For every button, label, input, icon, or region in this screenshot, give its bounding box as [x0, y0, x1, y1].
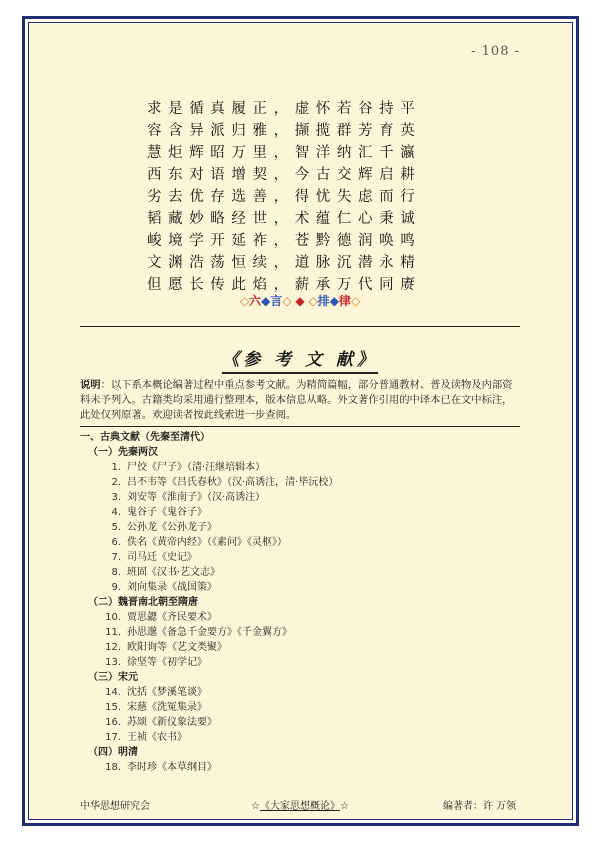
item-number: 12.	[105, 642, 121, 653]
item-text: 鬼谷子《鬼谷子》	[127, 507, 207, 518]
reference-item	[80, 475, 520, 490]
diamond-solid-icon: ◆	[261, 294, 271, 308]
divider	[80, 326, 520, 327]
item-number: 4.	[111, 507, 121, 518]
item-text: 班固《汉书·艺文志》	[127, 567, 221, 578]
reference-item	[80, 730, 520, 745]
footer-author: 编著者：许 万领	[443, 801, 517, 812]
item-text: 欧阳询等《艺文类聚》	[127, 642, 227, 653]
poem-line: 峻境学开延祚，苍黔德润唤鸣	[147, 233, 422, 249]
item-text: 刘向集录《战国策》	[127, 582, 217, 593]
poem-line: 劣去优存选善，得忧失虑而行	[147, 189, 422, 205]
poem-line: 慧炬辉昭万里，智洋纳汇千瀛	[147, 145, 422, 161]
poem-line: 西东对语增契，今古交辉启耕	[147, 167, 422, 183]
item-number: 6.	[111, 537, 121, 548]
reference-item	[80, 520, 520, 535]
reference-item	[80, 655, 520, 670]
star-icon: ☆	[251, 801, 260, 812]
caption-char: 六	[249, 294, 262, 308]
reference-item	[80, 625, 520, 640]
references-title: 《参 考 文 献》	[222, 350, 378, 374]
item-text: 孙思邈《备急千金要方》《千金翼方》	[127, 627, 292, 638]
item-text: 公孙龙《公孙龙子》	[127, 522, 217, 533]
item-text: 宋慈《洗冤集录》	[127, 702, 207, 713]
item-number: 16.	[105, 717, 121, 728]
reference-item	[80, 565, 520, 580]
star-icon: ☆	[340, 801, 349, 812]
item-number: 17.	[105, 732, 121, 743]
item-text: 沈括《梦溪笔谈》	[127, 687, 207, 698]
group-heading: （三）宋元	[88, 672, 138, 683]
reference-item	[80, 535, 520, 550]
item-number: 8.	[111, 567, 121, 578]
reference-item	[80, 460, 520, 475]
item-number: 18.	[105, 762, 121, 773]
reference-item	[80, 700, 520, 715]
item-text: 贾思勰《齐民要术》	[127, 612, 217, 623]
book-title-link: 《大家思想概论》	[260, 801, 340, 812]
item-number: 1.	[111, 462, 121, 473]
poem-line: 文渊浩荡恒续，道脉沉潜永精	[147, 255, 422, 271]
item-number: 9.	[111, 582, 121, 593]
references-heading	[0, 345, 600, 370]
poem-block	[147, 97, 467, 295]
group-heading: （一）先秦两汉	[88, 447, 158, 458]
reference-item	[80, 640, 520, 655]
poem-line: 容含异派归雅，撷揽群芳育英	[147, 123, 422, 139]
diamond-solid-icon: ◆	[329, 294, 339, 308]
item-text: 徐坚等《初学记》	[127, 657, 207, 668]
item-text: 吕不韦等《吕氏春秋》（汉·高诱注，清·毕沅校）	[127, 477, 339, 488]
caption-char: 律	[338, 294, 351, 308]
reference-item	[80, 610, 520, 625]
poem-line: 求是循真履正，虚怀若谷持平	[147, 101, 422, 117]
item-number: 3.	[111, 492, 121, 503]
note-label: 说明	[80, 379, 101, 391]
poem-form-caption	[0, 292, 600, 309]
item-number: 5.	[111, 522, 121, 533]
caption-char: 排	[317, 294, 330, 308]
item-text: 李时珍《本草纲目》	[127, 762, 217, 773]
reference-item	[80, 685, 520, 700]
group-heading: （四）明清	[88, 747, 138, 758]
item-number: 10.	[105, 612, 121, 623]
item-text: 苏颂《新仪象法要》	[127, 717, 217, 728]
section-heading: 一、古典文献（先秦至清代）	[80, 432, 210, 443]
reference-item	[80, 505, 520, 520]
reference-item	[80, 580, 520, 595]
footer-organization: 中华思想研究会	[80, 801, 150, 812]
reference-item	[80, 760, 520, 775]
diamond-outline-icon: ◇	[239, 294, 250, 308]
reference-list	[80, 430, 520, 775]
item-number: 7.	[111, 552, 121, 563]
item-number: 13.	[105, 657, 121, 668]
item-number: 15.	[105, 702, 121, 713]
diamond-solid-icon: ◆	[295, 294, 305, 308]
references-note	[80, 378, 520, 423]
poem-line: 韬藏妙略经世，术蕴仁心秉诚	[147, 211, 422, 227]
poem-line: 但愿长传此焰，薪承万代同赓	[147, 277, 422, 293]
item-number: 2.	[111, 477, 121, 488]
item-number: 11.	[105, 627, 121, 638]
item-text: 佚名《黄帝内经》（《素问》《灵枢》）	[127, 537, 287, 548]
item-text: 司马迁《史记》	[127, 552, 197, 563]
divider	[80, 426, 520, 427]
caption-char: 言	[270, 294, 283, 308]
item-text: 刘安等《淮南子》（汉·高诱注）	[127, 492, 266, 503]
reference-item	[80, 490, 520, 505]
item-number: 14.	[105, 687, 121, 698]
diamond-outline-icon: ◇	[350, 294, 361, 308]
group-heading: （二）魏晋南北朝至隋唐	[88, 597, 198, 608]
diamond-outline-icon: ◇	[308, 294, 318, 308]
reference-item	[80, 550, 520, 565]
item-text: 王祯《农书》	[127, 732, 187, 743]
diamond-outline-icon: ◇	[282, 294, 292, 308]
note-text: ：以下系本概论编著过程中重点参考文献。为精简篇幅，部分普通教材、普及读物及内部资料未予列入。古籍类均采用通行整理本，版本信息从略。外文著作引用的中译本已在文中标注，此处仅列原著。欢迎读者按此线索进一步查阅。	[80, 379, 513, 421]
item-text: 尸佼《尸子》（清·汪继培辑本）	[127, 462, 266, 473]
reference-item	[80, 715, 520, 730]
page-number: - 108 -	[471, 44, 520, 59]
